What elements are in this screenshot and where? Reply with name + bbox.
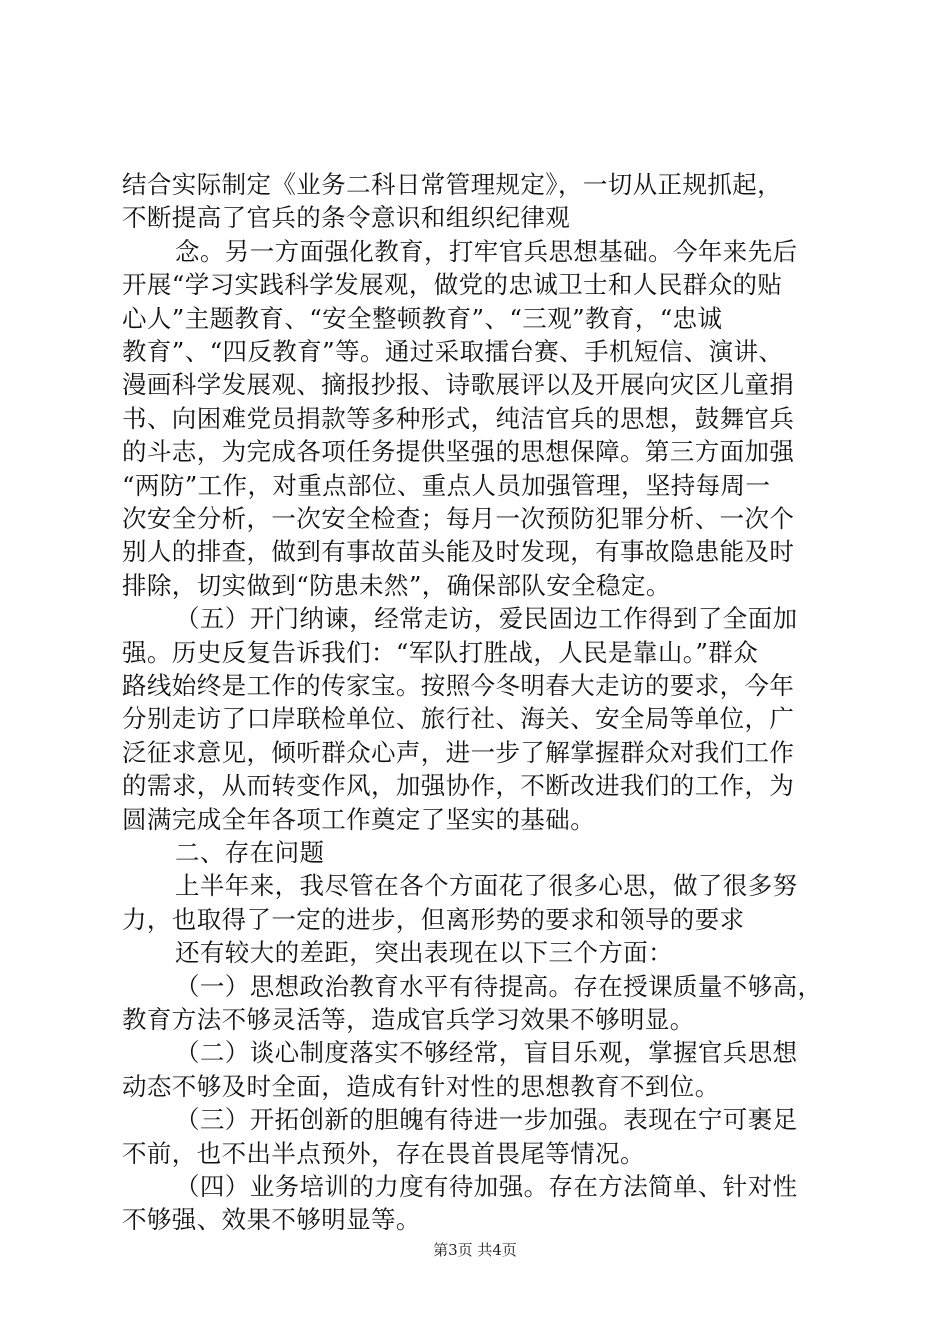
text-line: 排除，切实做到“防患未然”，确保部队安全稳定。 (122, 570, 671, 600)
text-line: 动态不够及时全面，造成有针对性的思想教育不到位。 (122, 1071, 720, 1101)
text-line: 力，也取得了一定的进步，但离形势的要求和领导的要求 (122, 904, 745, 934)
text-line: （四）业务培训的力度有待加强。存在方法简单、针对性 (175, 1172, 798, 1201)
text-line: 分别走访了口岸联检单位、旅行社、海关、安全局等单位，广 (122, 704, 795, 734)
text-line: 上半年来，我尽管在各个方面花了很多心思，做了很多努 (175, 871, 798, 901)
text-line: 漫画科学发展观、摘报抄报、诗歌展评以及开展向灾区儿童捐 (122, 370, 795, 400)
text-line: “两防”工作，对重点部位、重点人员加强管理，坚持每周一 (122, 470, 771, 500)
text-line: 的斗志，为完成各项任务提供坚强的思想保障。第三方面加强 (122, 437, 795, 467)
text-line: 别人的排查，做到有事故苗头能及时发现，有事故隐患能及时 (122, 537, 795, 567)
text-line: 强。历史反复告诉我们：“军队打胜战，人民是靠山。”群众 (122, 637, 759, 667)
text-line: （一）思想政治教育水平有待提高。存在授课质量不够高， (175, 971, 823, 1001)
text-line: 次安全分析，一次安全检查；每月一次预防犯罪分析、一次个 (122, 504, 795, 533)
text-line: （五）开门纳谏，经常走访，爱民固边工作得到了全面加 (175, 604, 798, 634)
text-line: 不够强、效果不够明显等。 (122, 1205, 421, 1235)
text-line: 念。另一方面强化教育，打牢官兵思想基础。今年来先后 (175, 236, 798, 266)
text-line: （二）谈心制度落实不够经常，盲目乐观，掌握官兵思想 (175, 1038, 798, 1068)
text-line: 结合实际制定《业务二科日常管理规定》，一切从正规抓起， (122, 170, 783, 199)
text-line: 还有较大的差距，突出表现在以下三个方面： (175, 938, 673, 968)
text-line: 书、向困难党员捐款等多种形式，纯洁官兵的思想，鼓舞官兵 (122, 403, 795, 433)
text-line: 开展“学习实践科学发展观，做党的忠诚卫士和人民群众的贴 (122, 270, 783, 300)
text-line: 教育方法不够灵活等，造成官兵学习效果不够明显。 (122, 1005, 695, 1034)
text-line: 的需求，从而转变作风，加强协作，不断改进我们的工作，为 (122, 771, 795, 801)
text-line: 不断提高了官兵的条令意识和组织纪律观 (122, 203, 571, 233)
text-line: （三）开拓创新的胆魄有待进一步加强。表现在宁可裹足 (175, 1105, 798, 1135)
text-line: 圆满完成全年各项工作奠定了坚实的基础。 (122, 804, 596, 834)
text-line: 不前，也不出半点预外，存在畏首畏尾等情况。 (122, 1138, 645, 1168)
text-line: 泛征求意见，倾听群众心声，进一步了解掌握群众对我们工作 (122, 737, 795, 767)
text-line: 教育”、“四反教育”等。通过采取擂台赛、手机短信、演讲、 (122, 337, 784, 366)
page-footer: 第3页 共4页 (433, 1241, 517, 1259)
text-line: 路线始终是工作的传家宝。按照今冬明春大走访的要求，今年 (122, 671, 795, 700)
text-line: 心人”主题教育、“安全整顿教育”、“三观”教育，“忠诚 (122, 303, 723, 333)
text-line: 二、存在问题 (175, 838, 325, 867)
